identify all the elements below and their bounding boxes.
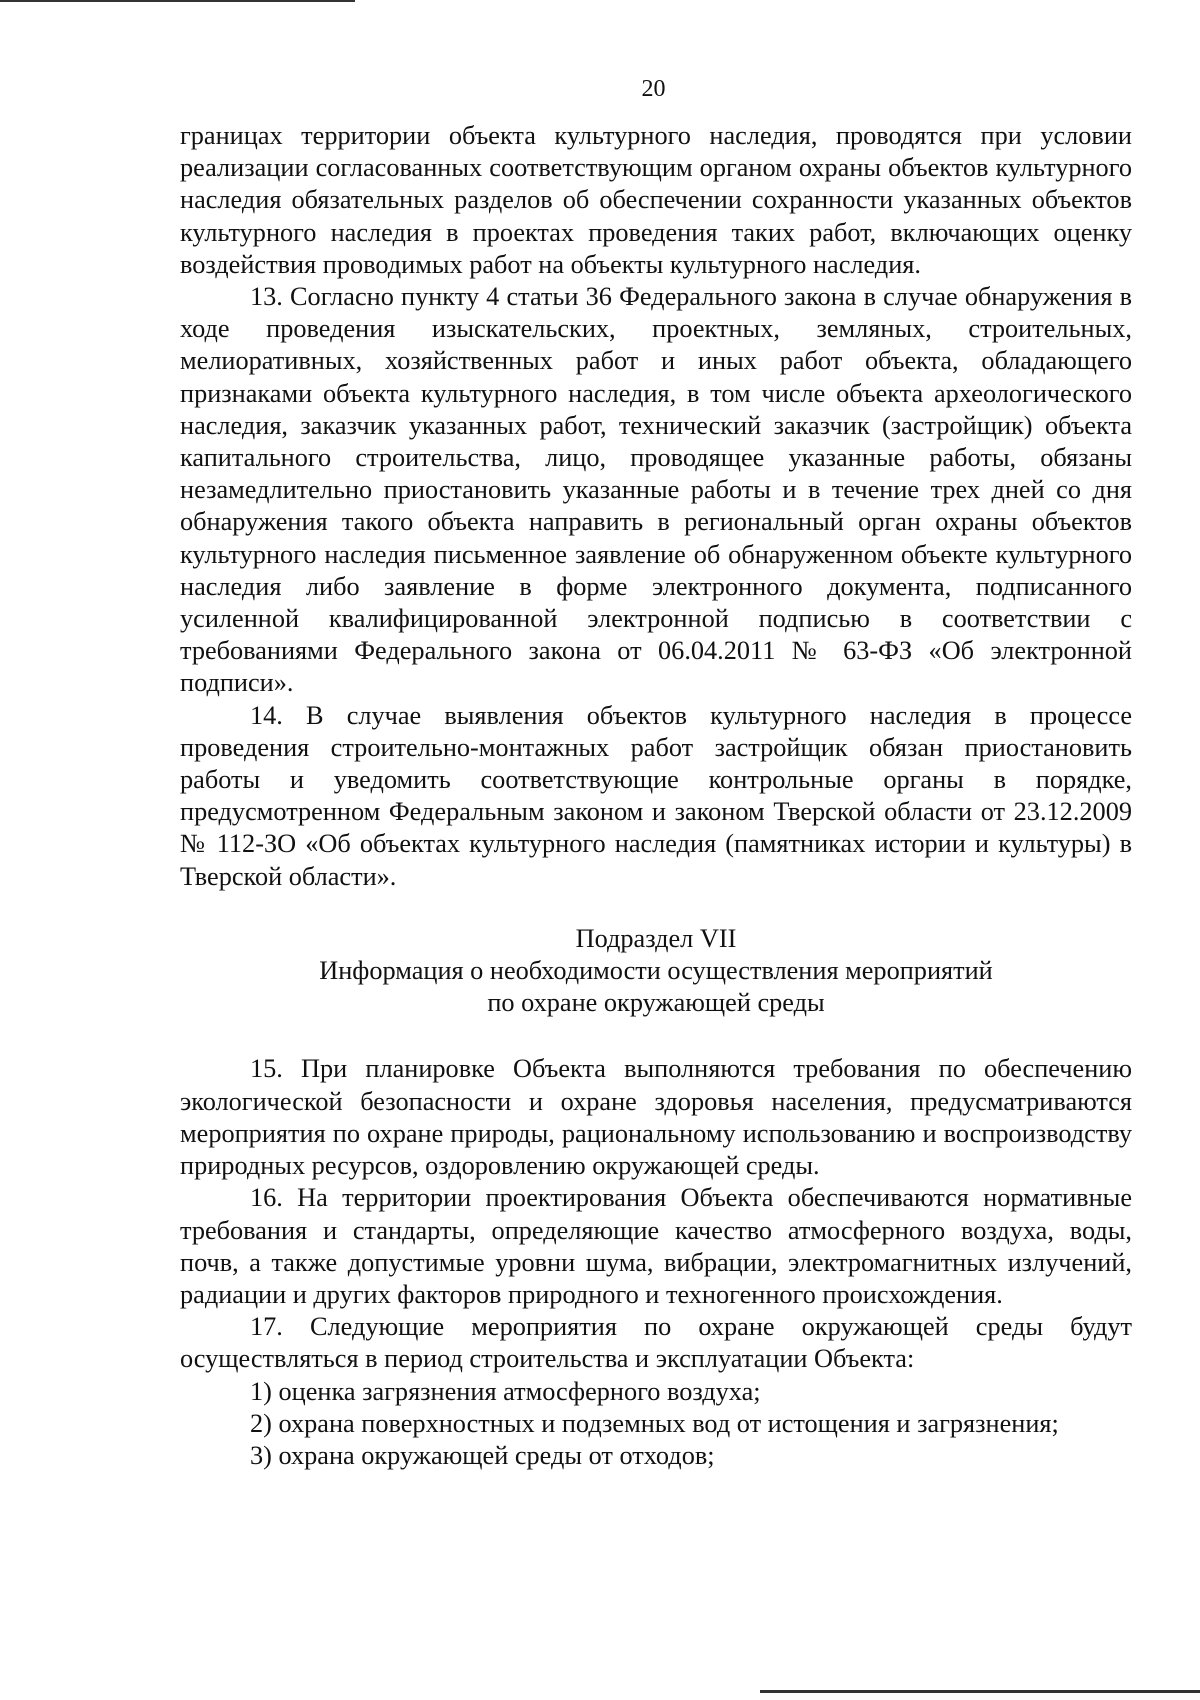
scan-edge-line-top	[0, 0, 355, 2]
paragraph-16: 16. На территории проектирования Объекта обеспечиваются нормативные требования и стандарты, определяющие качество атмосферного воздуха, воды, почв, а также допустимые уровни шума, вибрации, электромагнитных излучений, радиации и других факторов природного и техногенного происхождения.	[180, 1183, 1132, 1309]
paragraph-15: 15. При планировке Объекта выполняются требования по обеспечению экологической безопасности и охране здоровья населения, предусматриваются мероприятия по охране природы, рациональному использованию и воспроизводству природных ресурсов, оздоровлению окружающей среды.	[180, 1054, 1132, 1181]
section-heading-subtitle-line1: Информация о необходимости осуществления мероприятий	[319, 956, 993, 986]
paragraph-17: 17. Следующие мероприятия по охране окружающей среды будут осуществляться в период строительства и эксплуатации Объекта:	[180, 1312, 1132, 1374]
paragraph-14: 14. В случае выявления объектов культурного наследия в процессе проведения строительно-монтажных работ застройщик обязан приостановить работы и уведомить соответствующие контрольные органы в порядке, предусмотренном Федеральным законом и законом Тверской области от 23.12.2009 № 112-ЗО «Об объектах культурного наследия (памятниках истории и культуры) в Тверской области».	[180, 700, 1132, 891]
section-heading-subtitle-line2: по охране окружающей среды	[487, 988, 825, 1018]
page-number: 20	[641, 76, 666, 102]
paragraph-continuation: границах территории объекта культурного наследия, проводятся при условии реализации согласованных соответствующим органом охраны объектов культурного наследия обязательных разделов об обеспечении сохранности указанных объектов культурного наследия в проектах проведения таких работ, включающих оценку воздействия проводимых работ на объекты культурного наследия.	[180, 121, 1132, 279]
paragraph-13: 13. Согласно пункту 4 статьи 36 Федерального закона в случае обнаружения в ходе проведения изыскательских, проектных, земляных, строительных, мелиоративных, хозяйственных работ и иных работ объекта, обладающего признаками объекта культурного наследия, в том числе объекта археологического наследия, заказчик указанных работ, технический заказчик (застройщик) объекта капитального строительства, лицо, проводящее указанные работы, обязаны незамедлительно приостановить указанные работы и в течение трех дней со дня обнаружения такого объекта направить в региональный орган охраны объектов культурного наследия письменное заявление об обнаруженном объекте культурного наследия либо заявление в форме электронного документа, подписанного усиленной квалифицированной электронной подписью в соответствии с требованиями Федерального закона от 06.04.2011 № 63-ФЗ «Об электронной подписи».	[180, 282, 1132, 698]
section-heading-title: Подраздел VII	[575, 923, 737, 953]
spacer	[180, 893, 1132, 923]
scan-edge-line-bottom	[760, 1690, 1200, 1693]
list-item: 2) охрана поверхностных и подземных вод от истощения и загрязнения;	[250, 1408, 1059, 1438]
list-item: 1) оценка загрязнения атмосферного воздуха;	[250, 1376, 761, 1406]
spacer	[180, 1019, 1132, 1053]
list-item: 3) охрана окружающей среды от отходов;	[250, 1440, 715, 1470]
document-body	[180, 120, 1132, 1472]
